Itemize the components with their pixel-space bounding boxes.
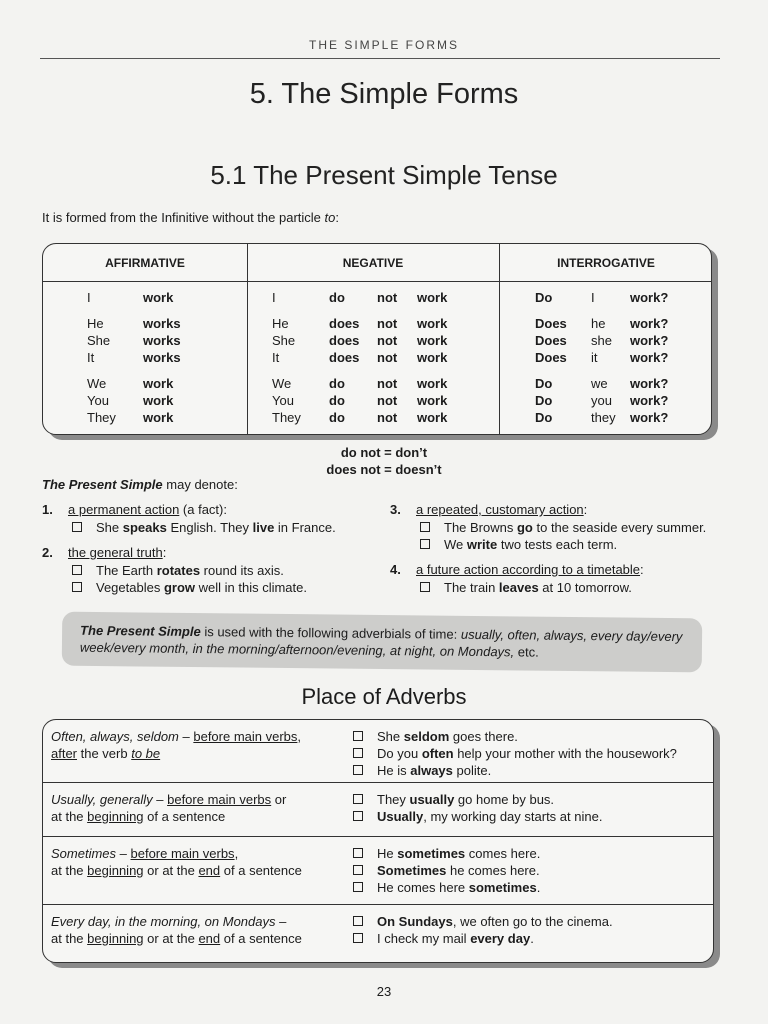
negative-word: work xyxy=(417,410,448,425)
negative-word: not xyxy=(377,316,398,331)
example-segment: he comes here. xyxy=(446,863,540,878)
negative-word: work xyxy=(417,376,448,391)
example-segment: go xyxy=(516,520,533,535)
example-segment: I check my mail xyxy=(377,931,471,946)
rule-text: at the xyxy=(51,931,88,946)
example-sentence xyxy=(353,808,602,825)
interrogative-word: work? xyxy=(630,410,669,425)
checkbox-icon xyxy=(353,811,363,821)
example-segment: polite. xyxy=(452,763,492,778)
rule-text: of a sentence xyxy=(220,931,302,946)
use-item-label: a future action according to a timetable xyxy=(416,562,641,577)
negative-word: does xyxy=(329,316,360,331)
example-segment: usually xyxy=(409,792,455,807)
example-segment: She xyxy=(96,520,123,535)
affirmative-pronoun: We xyxy=(87,376,107,391)
example-sentence xyxy=(353,913,613,930)
example-segment: . xyxy=(536,880,541,895)
negative-word: not xyxy=(377,376,398,391)
rule-position: beginning xyxy=(87,809,144,824)
running-head: THE SIMPLE FORMS xyxy=(308,38,459,52)
adverb-rule xyxy=(51,791,341,825)
uses-intro-rest: may denote: xyxy=(162,477,238,492)
affirmative-verb: work xyxy=(143,410,174,425)
use-item-number: 2. xyxy=(42,545,53,560)
example-segment: speaks xyxy=(122,520,167,535)
checkbox-icon xyxy=(420,539,430,549)
rule-position: after xyxy=(51,746,78,761)
adverb-rule-row xyxy=(43,782,713,837)
interrogative-word: Do xyxy=(535,393,553,408)
rule-position: end xyxy=(198,931,221,946)
example-sentence xyxy=(72,580,307,595)
checkbox-icon xyxy=(72,565,82,575)
use-item-number: 3. xyxy=(390,502,401,517)
intro-particle: to xyxy=(324,210,336,225)
rule-text: at the xyxy=(51,809,88,824)
use-item-label: a repeated, customary action xyxy=(416,502,584,517)
affirmative-verb: work xyxy=(143,393,174,408)
interrogative-word: work? xyxy=(630,393,669,408)
negative-word: do xyxy=(329,410,345,425)
use-item-2 xyxy=(42,545,166,560)
checkbox-icon xyxy=(72,582,82,592)
rule-text: – xyxy=(116,846,131,861)
use-item-4 xyxy=(390,562,644,577)
rule-verb-text: to be xyxy=(131,746,161,761)
adverb-examples xyxy=(353,913,613,947)
example-segment: seldom xyxy=(403,729,450,744)
example-segment: often xyxy=(421,746,454,761)
adverb-examples xyxy=(353,845,540,896)
negative-word: work xyxy=(417,333,448,348)
use-item-number: 4. xyxy=(390,562,401,577)
rule-text: – xyxy=(178,729,194,744)
example-segment: live xyxy=(252,520,275,535)
rule-text: or xyxy=(271,792,287,807)
example-segment: They xyxy=(377,792,410,807)
example-segment: Do you xyxy=(377,746,422,761)
rule-adverbs: Sometimes xyxy=(51,846,117,861)
interrogative-word: Do xyxy=(535,290,553,305)
use-item-number: 1. xyxy=(42,502,53,517)
affirmative-verb: works xyxy=(143,350,181,365)
example-segment: write xyxy=(466,537,498,552)
checkbox-icon xyxy=(72,522,82,532)
intro-text: It is formed from the Infinitive without the particle xyxy=(42,210,321,225)
example-sentence xyxy=(420,520,706,535)
header-rule xyxy=(40,58,720,59)
rule-text: the verb xyxy=(77,746,132,761)
header-affirmative: AFFIRMATIVE xyxy=(105,256,185,270)
example-segment: He is xyxy=(377,763,411,778)
example-segment: The Browns xyxy=(444,520,517,535)
example-segment: Sometimes xyxy=(377,863,447,878)
negative-word: work xyxy=(417,393,448,408)
example-segment: goes there. xyxy=(449,729,518,744)
uses-intro xyxy=(42,477,238,492)
rule-adverbs: Often, always, seldom xyxy=(51,729,179,744)
rule-text: , xyxy=(297,729,302,744)
adverb-examples xyxy=(353,728,677,779)
conjugation-table xyxy=(42,243,712,435)
example-segment: , my working day starts at nine. xyxy=(423,809,603,824)
example-segment: Usually xyxy=(377,809,424,824)
negative-word: does xyxy=(329,333,360,348)
adverb-rule xyxy=(51,913,341,947)
uses-intro-bold: The Present Simple xyxy=(42,477,163,492)
negative-word: work xyxy=(417,290,448,305)
affirmative-verb: work xyxy=(143,290,174,305)
example-segment: , we often go to the cinema. xyxy=(452,914,613,929)
negative-word: not xyxy=(377,333,398,348)
example-segment: well in this climate. xyxy=(195,580,307,595)
affirmative-pronoun: He xyxy=(87,316,104,331)
adverb-rule xyxy=(51,728,341,762)
affirmative-pronoun: They xyxy=(87,410,116,425)
example-segment: The Earth xyxy=(96,563,157,578)
affirmative-verb: works xyxy=(143,333,181,348)
affirmative-pronoun: It xyxy=(87,350,95,365)
rule-text: or at the xyxy=(143,931,199,946)
page-number: 23 xyxy=(376,984,392,999)
use-item-1 xyxy=(42,502,227,517)
interrogative-word: Do xyxy=(535,376,553,391)
negative-word: do xyxy=(329,290,345,305)
example-sentence xyxy=(353,845,540,862)
rule-text: at the xyxy=(51,863,88,878)
example-segment: always xyxy=(410,763,453,778)
use-item-suffix: : xyxy=(583,502,588,517)
use-item-suffix: : xyxy=(162,545,167,560)
negative-word: work xyxy=(417,316,448,331)
adverbials-end: etc. xyxy=(514,644,539,660)
negative-word: does xyxy=(329,350,360,365)
negative-word: not xyxy=(377,290,398,305)
example-sentence xyxy=(353,745,677,762)
rule-verb xyxy=(131,746,160,761)
use-item-label: the general truth xyxy=(68,545,163,560)
rule-adverbs: Every day, in the morning, on Mondays xyxy=(51,914,276,929)
adverb-rule-row xyxy=(43,836,713,905)
place-of-adverbs-table xyxy=(42,719,714,963)
example-segment: at 10 tomorrow. xyxy=(538,580,632,595)
adverb-rule-row xyxy=(43,720,713,782)
example-segment: in France. xyxy=(274,520,336,535)
rule-adverbs: Usually, generally xyxy=(51,792,153,807)
negative-word: They xyxy=(272,410,301,425)
rule-position: before main verbs xyxy=(167,792,272,807)
example-segment: Vegetables xyxy=(96,580,164,595)
chapter-title: 5. The Simple Forms xyxy=(249,78,519,110)
rule-position: beginning xyxy=(87,931,144,946)
contraction-does-not: does not = doesn’t xyxy=(326,462,442,477)
example-segment: two tests each term. xyxy=(497,537,618,552)
interrogative-word: work? xyxy=(630,350,669,365)
affirmative-verb: work xyxy=(143,376,174,391)
rule-text: – xyxy=(152,792,168,807)
checkbox-icon xyxy=(353,865,363,875)
negative-word: I xyxy=(272,290,276,305)
example-segment: comes here. xyxy=(465,846,541,861)
checkbox-icon xyxy=(420,582,430,592)
example-sentence xyxy=(72,520,336,535)
checkbox-icon xyxy=(353,933,363,943)
rule-position: before main verbs xyxy=(130,846,235,861)
rule-text: – xyxy=(275,914,287,929)
negative-word: not xyxy=(377,393,398,408)
interrogative-word: you xyxy=(591,393,612,408)
use-item-suffix: (a fact): xyxy=(179,502,227,517)
checkbox-icon xyxy=(353,765,363,775)
negative-word: not xyxy=(377,350,398,365)
adverb-rule xyxy=(51,845,341,879)
adverbials-bold: The Present Simple xyxy=(80,622,201,640)
negative-word: do xyxy=(329,376,345,391)
example-segment: go home by bus. xyxy=(454,792,555,807)
adverbials-list: usually, often, always, every day/every week/every month, in the morning/afternoon/evening, at night, on Mondays, xyxy=(79,626,683,660)
example-sentence xyxy=(353,791,602,808)
adverb-rule-row xyxy=(43,904,713,963)
example-segment: He comes here xyxy=(377,880,469,895)
adverbials-plain: is used with the following adverbials of time: xyxy=(200,624,461,642)
interrogative-word: he xyxy=(591,316,606,331)
interrogative-word: we xyxy=(591,376,608,391)
place-of-adverbs-title: Place of Adverbs xyxy=(301,684,467,709)
use-item-3 xyxy=(390,502,587,517)
interrogative-word: it xyxy=(591,350,598,365)
negative-word: We xyxy=(272,376,292,391)
interrogative-word: she xyxy=(591,333,612,348)
affirmative-pronoun: I xyxy=(87,290,91,305)
affirmative-verb: works xyxy=(143,316,181,331)
checkbox-icon xyxy=(420,522,430,532)
example-sentence xyxy=(353,862,540,879)
rule-position: beginning xyxy=(87,863,144,878)
use-item-suffix: : xyxy=(640,562,644,577)
negative-word: She xyxy=(272,333,296,348)
rule-text: of a sentence xyxy=(220,863,302,878)
example-segment: English. They xyxy=(166,520,253,535)
interrogative-word: Does xyxy=(535,333,567,348)
example-segment: grow xyxy=(163,580,196,595)
example-segment: We xyxy=(444,537,467,552)
header-interrogative: INTERROGATIVE xyxy=(557,256,655,270)
contraction-do-not: do not = don’t xyxy=(340,445,428,460)
example-segment: help your mother with the housework? xyxy=(453,746,677,761)
example-sentence xyxy=(353,728,677,745)
example-segment: He xyxy=(377,846,398,861)
interrogative-word: work? xyxy=(630,376,669,391)
example-sentence xyxy=(353,762,677,779)
negative-word: You xyxy=(272,393,294,408)
checkbox-icon xyxy=(353,848,363,858)
affirmative-pronoun: You xyxy=(87,393,109,408)
example-segment: The train xyxy=(444,580,499,595)
checkbox-icon xyxy=(353,882,363,892)
example-segment: every day xyxy=(470,931,531,946)
checkbox-icon xyxy=(353,748,363,758)
negative-word: do xyxy=(329,393,345,408)
example-segment: round its axis. xyxy=(200,563,284,578)
interrogative-word: work? xyxy=(630,316,669,331)
rule-text: , xyxy=(234,846,239,861)
adverbials-note xyxy=(80,622,690,662)
adverb-examples xyxy=(353,791,602,825)
example-sentence xyxy=(353,930,613,947)
column-divider xyxy=(499,244,500,435)
interrogative-word: Do xyxy=(535,410,553,425)
negative-word: He xyxy=(272,316,289,331)
checkbox-icon xyxy=(353,731,363,741)
interrogative-word: I xyxy=(591,290,595,305)
column-divider xyxy=(247,244,248,435)
example-segment: On Sundays xyxy=(377,914,453,929)
affirmative-pronoun: She xyxy=(87,333,111,348)
interrogative-word: Does xyxy=(535,350,567,365)
checkbox-icon xyxy=(353,916,363,926)
intro-end: : xyxy=(335,210,339,225)
header-negative: NEGATIVE xyxy=(342,256,404,270)
example-segment: . xyxy=(530,931,534,946)
interrogative-word: Does xyxy=(535,316,567,331)
example-segment: leaves xyxy=(498,580,539,595)
rule-position: before main verbs xyxy=(193,729,298,744)
example-sentence xyxy=(420,537,617,552)
example-segment: to the seaside every summer. xyxy=(532,520,707,535)
rule-text: or at the xyxy=(143,863,199,878)
rule-position: end xyxy=(198,863,221,878)
example-sentence xyxy=(353,879,540,896)
interrogative-word: they xyxy=(591,410,616,425)
interrogative-word: work? xyxy=(630,333,669,348)
example-sentence xyxy=(420,580,632,595)
use-item-label: a permanent action xyxy=(68,502,180,517)
negative-word: not xyxy=(377,410,398,425)
example-segment: rotates xyxy=(156,563,201,578)
example-segment: sometimes xyxy=(397,846,466,861)
example-segment: She xyxy=(377,729,404,744)
negative-word: It xyxy=(272,350,280,365)
interrogative-word: work? xyxy=(630,290,669,305)
section-title: 5.1 The Present Simple Tense xyxy=(210,160,558,190)
example-sentence xyxy=(72,563,284,578)
rule-text: of a sentence xyxy=(143,809,226,824)
negative-word: work xyxy=(417,350,448,365)
intro-sentence xyxy=(42,210,339,225)
example-segment: sometimes xyxy=(468,880,537,895)
checkbox-icon xyxy=(353,794,363,804)
